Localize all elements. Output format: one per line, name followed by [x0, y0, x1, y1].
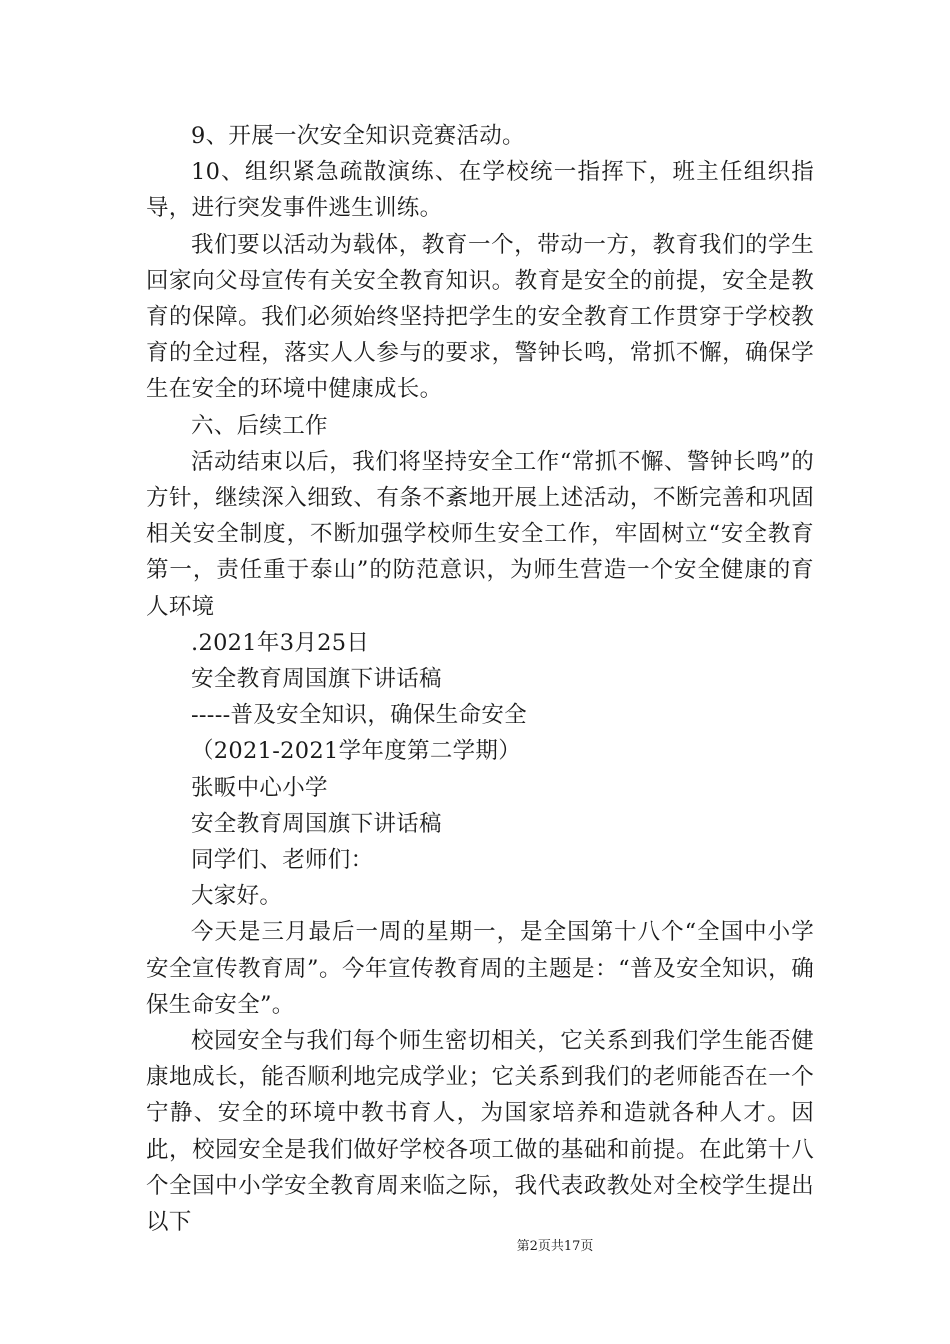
speech-title: 安全教育周国旗下讲话稿 [191, 666, 442, 693]
paragraph-item-10: 10、组织紧急疏散演练、在学校统一指挥下，班主任组织指导，进行突发事件逃生训练。 [146, 159, 814, 222]
paragraph-item-9: 9、开展一次安全知识竞赛活动。 [191, 123, 525, 149]
speech-title-repeat: 安全教育周国旗下讲话稿 [191, 810, 442, 837]
paragraph-campus-safety: 校园安全与我们每个师生密切相关，它关系到我们学生能否健康地成长，能否顺利地完成学业；它关系到我们的老师能否在一个宁静、安全的环境中教书育人，为国家培养和造就各种人才。因此，校园安全是我们做好学校各项工做的基础和前提。在此第十八个全国中小学安全教育周来临之际，我代表政教处对全校学生提出以下 [146, 1028, 814, 1236]
salutation: 同学们、老师们： [191, 847, 374, 874]
school-name: 张畈中心小学 [191, 774, 328, 801]
greeting: 大家好。 [191, 883, 283, 910]
date-line: .2021年3月25日 [191, 629, 370, 656]
school-term: （2021-2021学年度第二学期） [191, 738, 522, 765]
document-body [146, 118, 814, 1240]
page-number: 第2页共17页 [516, 1239, 594, 1254]
paragraph-followup: 活动结束以后，我们将坚持安全工作“常抓不懈、警钟长鸣”的方针，继续深入细致、有条不紊地开展上述活动，不断完善和巩固相关安全制度，不断加强学校师生安全工作，牢固树立“安全教育第一，责任重于泰山”的防范意识，为师生营造一个安全健康的育人环境 [146, 448, 814, 620]
section-heading-followup: 六、后续工作 [191, 412, 328, 439]
paragraph-theme: 今天是三月最后一周的星期一，是全国第十八个“全国中小学安全宣传教育周”。今年宣传教育周的主题是：“普及安全知识，确保生命安全”。 [146, 919, 814, 1018]
paragraph-activity-summary: 我们要以活动为载体，教育一个，带动一方，教育我们的学生回家向父母宣传有关安全教育知识。教育是安全的前提，安全是教育的保障。我们必须始终坚持把学生的安全教育工作贯穿于学校教育的全过程，落实人人参与的要求，警钟长鸣，常抓不懈，确保学生在安全的环境中健康成长。 [146, 231, 814, 403]
speech-subtitle: -----普及安全知识，确保生命安全 [191, 702, 527, 729]
